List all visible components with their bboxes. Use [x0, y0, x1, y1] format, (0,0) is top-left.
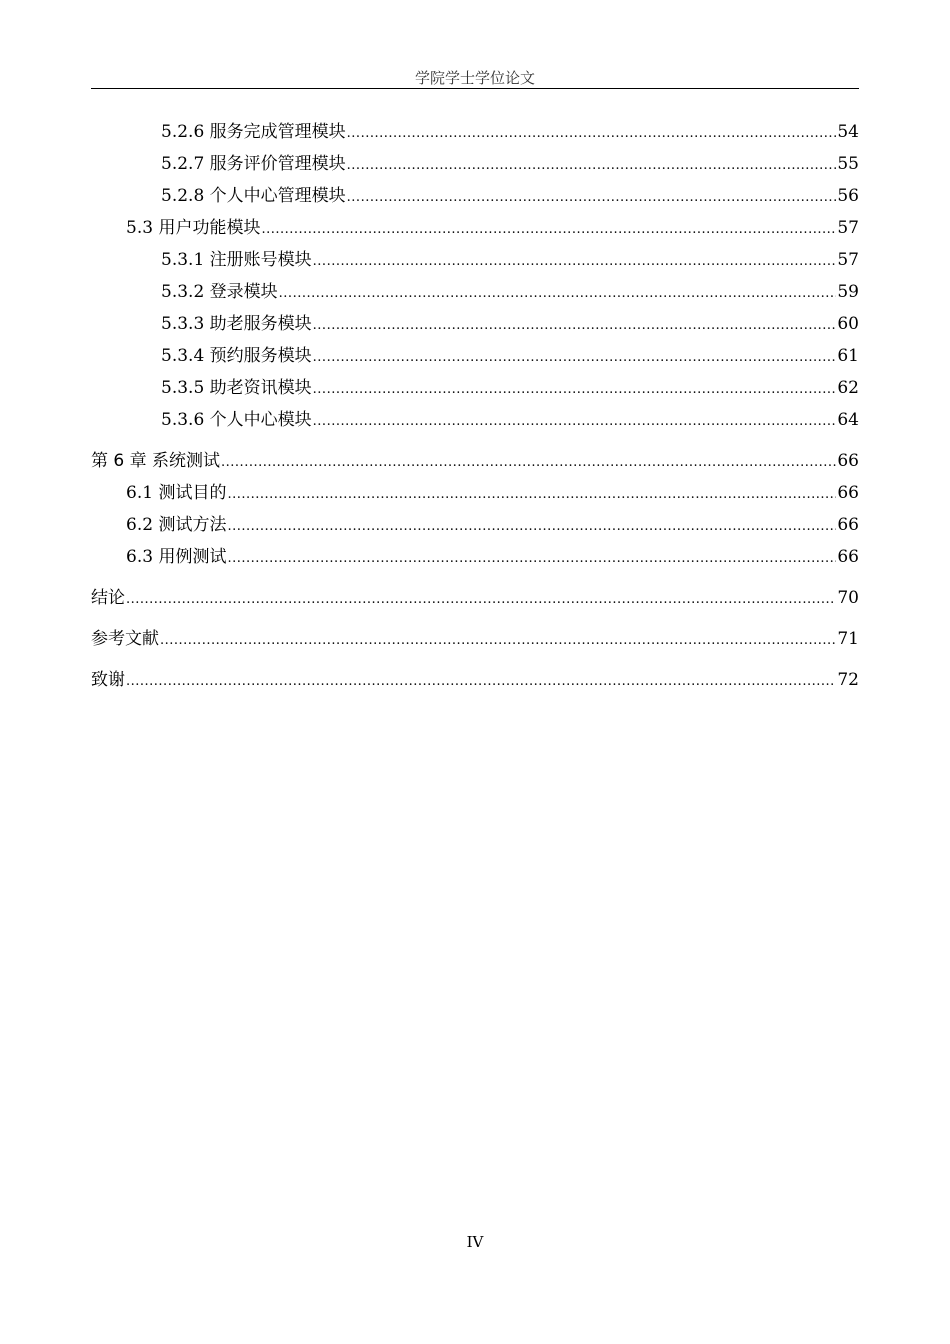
toc-entry-title: 5.2.8 个人中心管理模块 — [161, 186, 346, 206]
toc-entry-title: 致谢 — [91, 670, 125, 690]
toc-entry[interactable] — [91, 340, 859, 372]
toc-dot-leader — [126, 666, 836, 698]
toc-entry-title: 5.3.4 预约服务模块 — [161, 346, 312, 366]
toc-entry-page: 54 — [837, 122, 859, 142]
toc-entry-title: 5.3.5 助老资讯模块 — [161, 378, 312, 398]
toc-entry-title: 5.3 用户功能模块 — [126, 218, 261, 238]
toc-entry[interactable] — [91, 212, 859, 244]
toc-dot-leader — [347, 182, 837, 214]
toc-dot-leader — [227, 511, 836, 543]
toc-entry-page: 64 — [837, 410, 859, 430]
running-header — [91, 68, 859, 89]
header-title: 学院学士学位论文 — [414, 69, 535, 87]
toc-entry-page: 56 — [837, 186, 859, 206]
toc-chapter-entry[interactable] — [91, 445, 859, 477]
toc-entry-title: 5.3.2 登录模块 — [161, 282, 278, 302]
toc-entry-page: 66 — [837, 451, 859, 471]
toc-dot-leader — [347, 118, 837, 150]
toc-dot-leader — [313, 342, 837, 374]
toc-dot-leader — [313, 406, 837, 438]
page-number: IV — [466, 1233, 484, 1251]
toc-entry-page: 71 — [837, 629, 859, 649]
toc-entry[interactable] — [91, 244, 859, 276]
toc-entry[interactable] — [91, 372, 859, 404]
toc-entry-title: 5.3.3 助老服务模块 — [161, 314, 312, 334]
toc-entry-page: 61 — [837, 346, 859, 366]
toc-entry-page: 59 — [837, 282, 859, 302]
toc-entry-page: 72 — [837, 670, 859, 690]
toc-entry[interactable] — [91, 116, 859, 148]
toc-entry[interactable] — [91, 148, 859, 180]
toc-entry-title: 5.2.7 服务评价管理模块 — [161, 154, 346, 174]
toc-dot-leader — [313, 374, 837, 406]
toc-dot-leader — [227, 543, 836, 575]
toc-entry[interactable] — [91, 509, 859, 541]
toc-entry-title: 6.3 用例测试 — [126, 547, 227, 567]
toc-dot-leader — [126, 584, 836, 616]
toc-dot-leader — [279, 278, 837, 310]
toc-entry-title: 6.1 测试目的 — [126, 483, 227, 503]
toc-entry[interactable] — [91, 477, 859, 509]
toc-entry-page: 57 — [837, 250, 859, 270]
toc-entry-page: 70 — [837, 588, 859, 608]
toc-entry-page: 62 — [837, 378, 859, 398]
toc-entry[interactable] — [91, 404, 859, 436]
toc-dot-leader — [313, 310, 837, 342]
toc-dot-leader — [261, 214, 836, 246]
toc-dot-leader — [221, 447, 836, 479]
toc-chapter-entry[interactable] — [91, 582, 859, 614]
toc-entry-title: 结论 — [91, 588, 125, 608]
toc-entry-page: 66 — [837, 483, 859, 503]
toc-entry-title: 5.3.1 注册账号模块 — [161, 250, 312, 270]
toc-entry-title: 5.2.6 服务完成管理模块 — [161, 122, 346, 142]
toc-entry[interactable] — [91, 541, 859, 573]
toc-entry-page: 66 — [837, 547, 859, 567]
toc-entry-page: 60 — [837, 314, 859, 334]
toc-chapter-entry[interactable] — [91, 623, 859, 655]
toc-entry-page: 66 — [837, 515, 859, 535]
toc-dot-leader — [313, 246, 837, 278]
table-of-contents — [91, 116, 859, 696]
toc-chapter-entry[interactable] — [91, 664, 859, 696]
toc-entry-title: 5.3.6 个人中心模块 — [161, 410, 312, 430]
toc-entry-page: 55 — [837, 154, 859, 174]
toc-dot-leader — [347, 150, 837, 182]
toc-entry-page: 57 — [837, 218, 859, 238]
toc-entry[interactable] — [91, 180, 859, 212]
toc-entry-title: 参考文献 — [91, 629, 159, 649]
toc-entry[interactable] — [91, 308, 859, 340]
toc-dot-leader — [160, 625, 836, 657]
toc-entry-title: 6.2 测试方法 — [126, 515, 227, 535]
toc-entry[interactable] — [91, 276, 859, 308]
toc-entry-title: 第 6 章 系统测试 — [91, 451, 221, 471]
toc-dot-leader — [227, 479, 836, 511]
